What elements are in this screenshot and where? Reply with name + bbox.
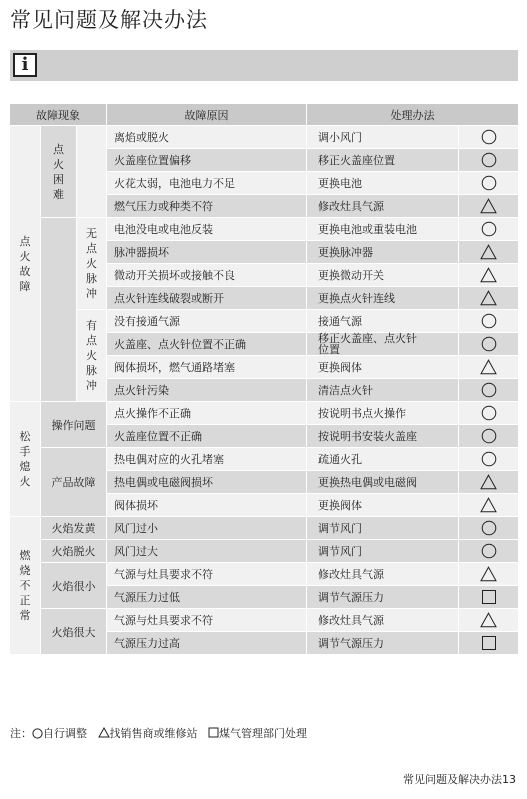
blank-spacer <box>77 126 107 218</box>
subcategory-flame-lifting: 火焰脱火 <box>41 540 107 563</box>
triangle-symbol-icon <box>459 356 519 379</box>
triangle-symbol-icon <box>459 264 519 287</box>
note-square-text: 煤气管理部门处理 <box>219 727 307 740</box>
fault-cause: 燃气压力或种类不符 <box>107 195 307 218</box>
table-row <box>10 310 519 333</box>
info-icon: i <box>13 53 37 77</box>
table-row <box>10 402 519 425</box>
page-title: 常见问题及解决办法 <box>10 8 208 32</box>
category-abnormal: 燃 烧 不 正 常 <box>10 517 41 655</box>
triangle-symbol-icon <box>459 195 519 218</box>
fault-cause: 微动开关损坏或接触不良 <box>107 264 307 287</box>
table-row <box>10 563 519 586</box>
fault-solution: 修改灶具气源 <box>307 609 459 632</box>
fault-solution: 接通气源 <box>307 310 459 333</box>
circle-symbol-icon <box>459 402 519 425</box>
subcategory-no-spark: 点 火 困 难 <box>41 126 77 218</box>
fault-cause: 离焰或脱火 <box>107 126 307 149</box>
page-footer: 常见问题及解决办法13 <box>403 773 516 786</box>
note-prefix: 注： <box>10 727 32 740</box>
header-phenomenon: 故障现象 <box>10 104 107 126</box>
fault-solution: 按说明书点火操作 <box>307 402 459 425</box>
fault-solution: 更换点火针连线 <box>307 287 459 310</box>
fault-solution: 更换电池 <box>307 172 459 195</box>
fault-solution: 调节气源压力 <box>307 632 459 655</box>
triangle-symbol-icon <box>459 471 519 494</box>
fault-cause: 点火针连线破裂或断开 <box>107 287 307 310</box>
fault-solution: 更换热电偶或电磁阀 <box>307 471 459 494</box>
triangle-symbol-icon <box>459 287 519 310</box>
circle-symbol-icon <box>459 149 519 172</box>
subcategory-product-fault: 产品故障 <box>41 448 107 517</box>
subcategory-flame-small: 火焰很小 <box>41 563 107 609</box>
table-row <box>10 448 519 471</box>
circle-symbol-icon <box>459 126 519 149</box>
category-hand-release: 松 手 熄 火 <box>10 402 41 517</box>
circle-symbol-icon <box>459 540 519 563</box>
fault-solution: 调节气源压力 <box>307 586 459 609</box>
fault-cause: 风门过小 <box>107 517 307 540</box>
circle-symbol-icon <box>459 448 519 471</box>
fault-solution: 修改灶具气源 <box>307 195 459 218</box>
fault-solution: 移正火盖座位置 <box>307 149 459 172</box>
subcategory-flame-large: 火焰很大 <box>41 609 107 655</box>
triangle-symbol-icon <box>98 727 110 741</box>
square-symbol-icon <box>208 727 219 741</box>
table-row <box>10 517 519 540</box>
header-solution: 处理办法 <box>307 104 519 126</box>
table-row <box>10 609 519 632</box>
fault-solution: 移正火盖座、点火针 位置 <box>307 333 459 356</box>
fault-cause: 火盖座位置不正确 <box>107 425 307 448</box>
troubleshooting-table <box>9 103 519 655</box>
circle-symbol-icon <box>459 425 519 448</box>
fault-cause: 气源压力过高 <box>107 632 307 655</box>
fault-cause: 火花太弱，电池电力不足 <box>107 172 307 195</box>
fault-solution: 更换微动开关 <box>307 264 459 287</box>
header-cause: 故障原因 <box>107 104 307 126</box>
fault-solution: 清洁点火针 <box>307 379 459 402</box>
table-header-row <box>10 104 519 126</box>
square-symbol-icon <box>459 632 519 655</box>
fault-cause: 气源与灶具要求不符 <box>107 563 307 586</box>
category-ignition: 点 火 故 障 <box>10 126 41 402</box>
circle-symbol-icon <box>459 379 519 402</box>
fault-cause: 风门过大 <box>107 540 307 563</box>
fault-solution: 更换电池或重装电池 <box>307 218 459 241</box>
blank-spacer <box>41 218 77 402</box>
fault-cause: 火盖座、点火针位置不正确 <box>107 333 307 356</box>
fault-solution: 修改灶具气源 <box>307 563 459 586</box>
subcategory-has-pulse: 有 点 火 脉 冲 <box>77 310 107 402</box>
info-banner <box>10 50 518 81</box>
fault-solution: 调节风门 <box>307 540 459 563</box>
fault-cause: 点火操作不正确 <box>107 402 307 425</box>
fault-cause: 气源压力过低 <box>107 586 307 609</box>
fault-solution: 调小风门 <box>307 126 459 149</box>
fault-solution: 按说明书安装火盖座 <box>307 425 459 448</box>
circle-symbol-icon <box>459 517 519 540</box>
note-circle-text: 自行调整 <box>43 727 87 740</box>
fault-solution: 更换脉冲器 <box>307 241 459 264</box>
fault-solution: 更换阀体 <box>307 494 459 517</box>
fault-cause: 火盖座位置偏移 <box>107 149 307 172</box>
fault-cause: 点火针污染 <box>107 379 307 402</box>
fault-solution: 调节风门 <box>307 517 459 540</box>
fault-solution: 疏通火孔 <box>307 448 459 471</box>
subcategory-flame-yellow: 火焰发黄 <box>41 517 107 540</box>
table-row <box>10 218 519 241</box>
note-triangle-text: 找销售商或维修站 <box>109 727 198 740</box>
fault-cause: 热电偶或电磁阀损坏 <box>107 471 307 494</box>
legend-note <box>10 725 307 742</box>
circle-symbol-icon <box>459 310 519 333</box>
table-row <box>10 540 519 563</box>
triangle-symbol-icon <box>459 494 519 517</box>
fault-cause: 电池没电或电池反装 <box>107 218 307 241</box>
table-row <box>10 126 519 149</box>
circle-symbol-icon <box>459 218 519 241</box>
fault-cause: 没有接通气源 <box>107 310 307 333</box>
fault-cause: 热电偶对应的火孔堵塞 <box>107 448 307 471</box>
fault-cause: 脉冲器损坏 <box>107 241 307 264</box>
circle-symbol-icon <box>459 172 519 195</box>
fault-cause: 气源与灶具要求不符 <box>107 609 307 632</box>
circle-symbol-icon <box>32 728 43 742</box>
subcategory-operation-issue: 操作问题 <box>41 402 107 448</box>
triangle-symbol-icon <box>459 241 519 264</box>
fault-cause: 阀体损坏 <box>107 494 307 517</box>
square-symbol-icon <box>459 586 519 609</box>
fault-cause: 阀体损坏，燃气通路堵塞 <box>107 356 307 379</box>
fault-solution: 更换阀体 <box>307 356 459 379</box>
triangle-symbol-icon <box>459 609 519 632</box>
triangle-symbol-icon <box>459 563 519 586</box>
subcategory-no-pulse: 无 点 火 脉 冲 <box>77 218 107 310</box>
circle-symbol-icon <box>459 333 519 356</box>
